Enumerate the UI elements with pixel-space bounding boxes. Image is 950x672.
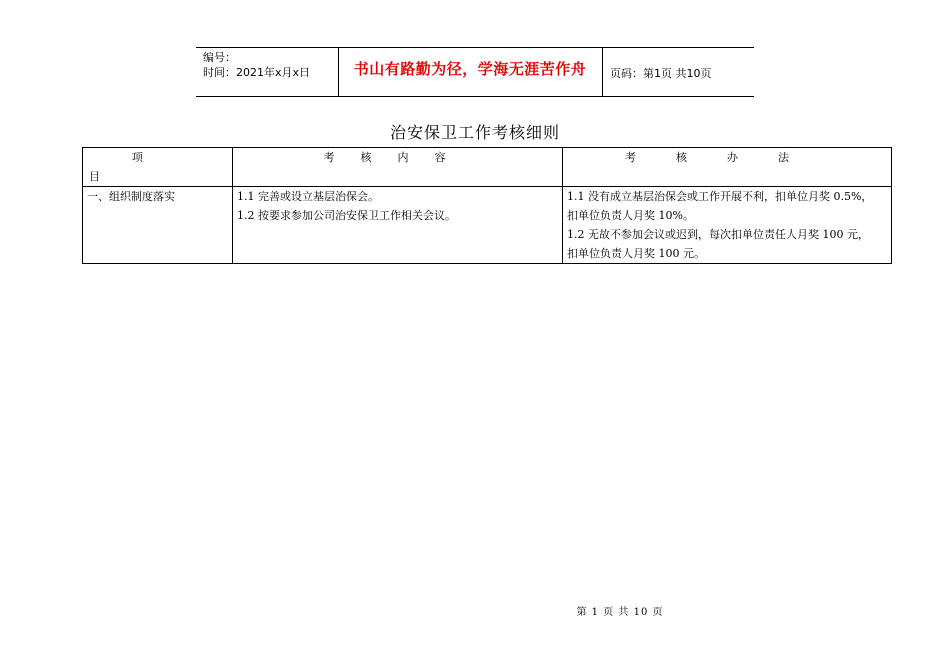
document-title: 治安保卫工作考核细则 [389,123,560,142]
header-bottom-rule [196,96,754,97]
header-divider-right [602,47,603,96]
header-method-label: 考核办法 [625,151,829,164]
table-row [83,187,892,264]
document-time-label: 时间：2021年x月x日 [203,66,311,79]
header-content-cell [233,148,563,187]
header-top-rule [196,47,754,48]
header-content-label: 考核内容 [323,151,472,164]
header-item-line2: 目 [89,170,100,183]
header-page-info: 页码：第1页 共10页 [610,67,712,80]
row-item-cell [83,187,233,264]
method-line: 1.2 无故不参加会议或迟到，每次扣单位责任人月奖 100 元， [567,228,869,241]
header-item-line1: 项 [132,151,143,164]
content-line: 1.2 按要求参加公司治安保卫工作相关会议。 [237,209,456,222]
method-line: 1.1 没有成立基层治保会或工作开展不利，扣单位月奖 0.5%， [567,190,873,203]
assessment-table [82,147,892,264]
row-item-label: 一、组织制度落实 [87,190,175,203]
footer-page-label: 第 1 页 共 10 页 [576,607,664,618]
page-footer [0,603,950,618]
method-line: 扣单位负责人月奖 100 元。 [567,247,705,260]
header-method-cell [563,148,892,187]
content-line: 1.1 完善或设立基层治保会。 [237,190,379,203]
table-header-row [83,148,892,187]
row-content-cell [233,187,563,264]
header-item-cell [83,148,233,187]
header-motto: 书山有路勤为径，学海无涯苦作舟 [353,60,587,78]
method-line: 扣单位负责人月奖 10%。 [567,209,694,222]
header-meta [203,50,310,80]
row-method-cell [563,187,892,264]
document-number-label: 编号： [203,51,236,64]
